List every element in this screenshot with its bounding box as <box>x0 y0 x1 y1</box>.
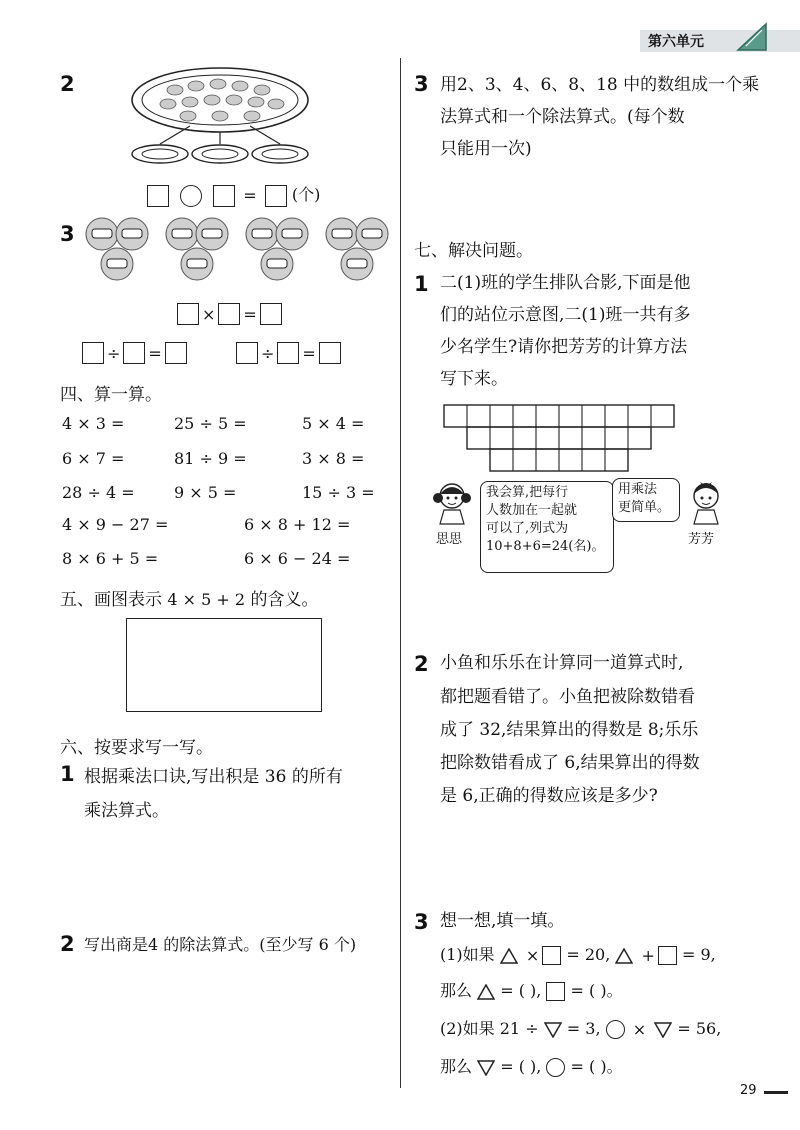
girl-fangfang-icon <box>686 480 726 526</box>
section-title: 六、按要求写一写。 <box>60 738 213 758</box>
page-number: 29 <box>740 1083 757 1098</box>
equation: 8 × 6 + 5 = <box>62 549 159 568</box>
question-text: 想一想,填一填。 <box>440 911 565 931</box>
drawing-area[interactable] <box>126 618 322 712</box>
speech-bubble-sisi: 我会算,把每行 人数加在一起就 可以了,列式为 10+8+6=24(名)。 <box>480 481 614 573</box>
question-text: 成了 32,结果算出的得数是 8;乐乐 <box>440 720 699 740</box>
unit-label: (个) <box>291 185 321 204</box>
q3-multiplication-blanks: × = <box>177 303 282 325</box>
column-divider <box>400 58 401 1088</box>
character-name: 思思 <box>436 532 463 547</box>
question-number: 1 <box>414 272 429 296</box>
equation: 5 × 4 = <box>302 414 365 433</box>
girl-sisi-icon <box>432 480 472 526</box>
question-text: 少名学生?请你把芳芳的计算方法 <box>440 337 688 357</box>
answer-box[interactable] <box>277 342 299 364</box>
triangle-icon <box>615 948 633 964</box>
question-text: 是 6,正确的得数应该是多少? <box>440 786 658 806</box>
question-text: 用2、3、4、6、8、18 中的数组成一个乘 <box>440 75 760 95</box>
answer-box[interactable] <box>218 303 240 325</box>
answer-box[interactable] <box>236 342 258 364</box>
answer-blank[interactable]: = ( )。 <box>570 981 623 1000</box>
answer-blank[interactable]: = ( )。 <box>570 1057 623 1076</box>
bread-plates-illustration <box>120 62 320 172</box>
question-text: 写下来。 <box>440 369 508 389</box>
section-title: 七、解决问题。 <box>414 241 533 261</box>
question-text: 法算式和一个除法算式。(每个数 <box>440 107 685 127</box>
triangle-icon <box>500 948 518 964</box>
page-number-rule <box>764 1091 788 1094</box>
answer-box[interactable] <box>147 185 169 207</box>
question-text: 二(1)班的学生排队合影,下面是他 <box>440 273 691 293</box>
question-number: 2 <box>60 932 75 956</box>
circle-icon <box>546 1058 565 1077</box>
inverted-triangle-icon <box>654 1022 672 1038</box>
question-number: 2 <box>60 72 75 96</box>
square-icon <box>542 946 561 965</box>
question-number: 3 <box>60 222 75 246</box>
inverted-triangle-icon <box>544 1022 562 1038</box>
equation: 4 × 9 − 27 = <box>62 515 169 534</box>
question-text: 乘法算式。 <box>84 801 169 821</box>
question-text: 都把题看错了。小鱼把被除数错看 <box>440 687 695 707</box>
section-title: 四、算一算。 <box>60 385 162 405</box>
question-text: 根据乘法口诀,写出积是 36 的所有 <box>84 767 343 787</box>
question-number: 2 <box>414 652 429 676</box>
question-text: 们的站位示意图,二(1)班一共有多 <box>440 305 691 325</box>
puzzle-line-2: 那么 = ( ), = ( )。 <box>440 981 623 1000</box>
answer-blank[interactable]: = ( ), <box>500 981 542 1000</box>
equation: 25 ÷ 5 = <box>174 414 247 433</box>
question-number: 3 <box>414 910 429 934</box>
answer-box[interactable] <box>265 185 287 207</box>
equation: 3 × 8 = <box>302 449 365 468</box>
square-icon <box>658 946 677 965</box>
square-icon <box>546 982 565 1001</box>
equation: 4 × 3 = <box>62 414 125 433</box>
question-text: 写出商是4 的除法算式。(至少写 6 个) <box>84 935 357 954</box>
inverted-triangle-icon <box>477 1060 495 1076</box>
circle-icon <box>606 1020 625 1039</box>
equation: 15 ÷ 3 = <box>302 483 375 502</box>
q2-answer-blanks: = (个) <box>147 182 320 207</box>
unit-title: 第六单元 <box>648 34 704 50</box>
q3-division-blanks-2: ÷ = <box>236 342 341 364</box>
q3-division-blanks-1: ÷ = <box>82 342 187 364</box>
equation: 6 × 7 = <box>62 449 125 468</box>
answer-box[interactable] <box>82 342 104 364</box>
answer-box[interactable] <box>123 342 145 364</box>
puzzle-line-3: (2)如果 21 ÷ = 3, × = 56, <box>440 1019 722 1039</box>
question-text: 小鱼和乐乐在计算同一道算式时, <box>440 653 684 673</box>
equation: 6 × 8 + 12 = <box>244 515 351 534</box>
operator-circle[interactable] <box>180 185 202 207</box>
character-name: 芳芳 <box>688 532 715 547</box>
car-groups-illustration <box>80 214 400 286</box>
ruler-triangle-icon <box>736 22 768 52</box>
question-text: 把除数错看成了 6,结果算出的得数 <box>440 753 700 773</box>
equation: 6 × 6 − 24 = <box>244 549 351 568</box>
puzzle-line-1: (1)如果 × = 20, + = 9, <box>440 945 716 965</box>
section-title: 五、画图表示 4 × 5 + 2 的含义。 <box>60 590 319 610</box>
speech-bubble-fangfang: 用乘法 更简单。 <box>612 478 680 522</box>
answer-box[interactable] <box>319 342 341 364</box>
standing-position-grid <box>443 404 675 472</box>
question-number: 3 <box>414 72 429 96</box>
puzzle-line-4: 那么 = ( ), = ( )。 <box>440 1057 623 1076</box>
equation: 9 × 5 = <box>174 483 237 502</box>
equation: 81 ÷ 9 = <box>174 449 247 468</box>
answer-box[interactable] <box>165 342 187 364</box>
question-text: 只能用一次) <box>440 139 532 159</box>
answer-box[interactable] <box>213 185 235 207</box>
question-number: 1 <box>60 762 75 786</box>
answer-blank[interactable]: = ( ), <box>500 1057 542 1076</box>
equation: 28 ÷ 4 = <box>62 483 135 502</box>
answer-box[interactable] <box>177 303 199 325</box>
answer-box[interactable] <box>260 303 282 325</box>
triangle-icon <box>477 984 495 1000</box>
